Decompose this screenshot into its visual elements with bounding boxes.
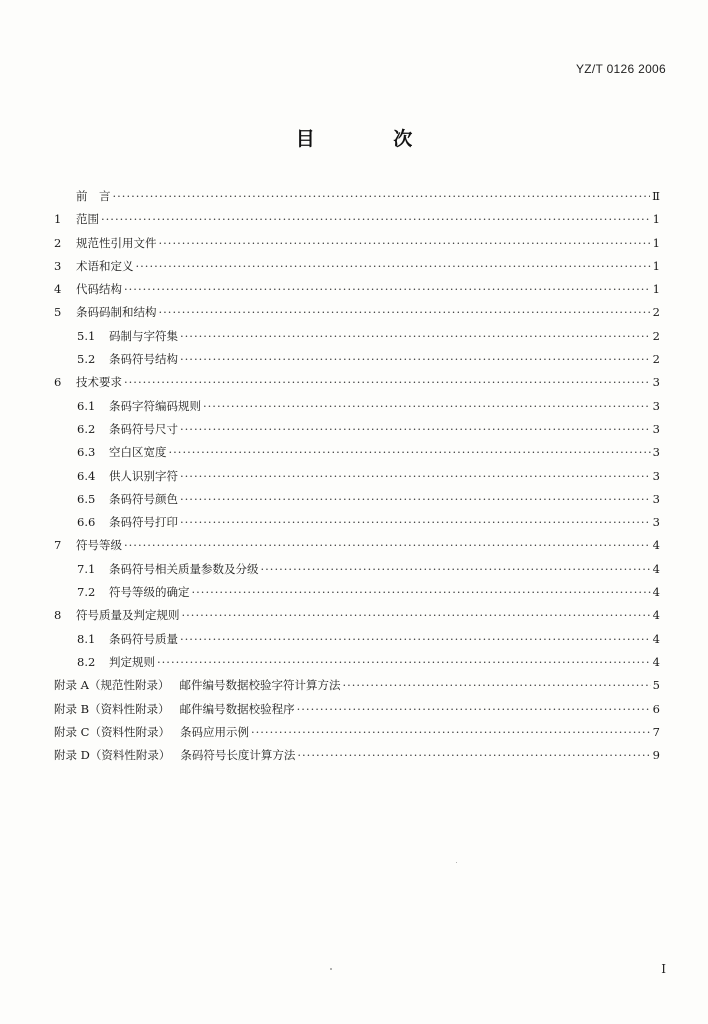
- toc-entry-label: 条码符号结构: [109, 352, 178, 367]
- toc-leader-dots: [261, 562, 651, 576]
- toc-entry[interactable]: [54, 747, 660, 770]
- toc-entry-page: 3: [652, 398, 660, 413]
- toc-entry-label: 条码符号长度计算方法: [180, 748, 296, 763]
- toc-entry-page: 4: [652, 538, 660, 553]
- toc-leader-dots: [124, 375, 651, 389]
- toc-entry[interactable]: [54, 537, 660, 560]
- toc-entry-page: 2: [652, 305, 660, 320]
- toc-entry-label: 条码符号尺寸: [109, 421, 178, 436]
- toc-leader-dots: [180, 469, 651, 483]
- scan-speck: [456, 862, 457, 863]
- toc-leader-dots: [124, 538, 651, 552]
- toc-entry-page: 2: [652, 352, 660, 367]
- toc-entry-label: 码制与字符集: [109, 328, 178, 343]
- toc-entry-number: 5: [54, 305, 62, 320]
- toc-entry-number: 8.2: [77, 654, 96, 669]
- toc-entry[interactable]: [54, 677, 660, 700]
- toc-entry[interactable]: [54, 258, 660, 281]
- toc-entry-number: 5.1: [77, 328, 96, 343]
- toc-entry[interactable]: [54, 561, 660, 584]
- toc-entry-page: 1: [652, 235, 660, 250]
- toc-entry-page: 3: [652, 375, 660, 390]
- toc-entry-label: 空白区宽度: [109, 445, 167, 460]
- toc-leader-dots: [159, 236, 651, 250]
- toc-entry-number: 5.2: [77, 352, 96, 367]
- table-of-contents: [54, 188, 660, 770]
- toc-entry-label: 前 言: [76, 189, 111, 203]
- toc-entry-number: 6: [54, 375, 62, 390]
- toc-entry-label: 判定规则: [109, 654, 155, 669]
- toc-entry-label: 条码字符编码规则: [109, 398, 201, 413]
- toc-entry-number: 附录 C（资料性附录）: [54, 724, 170, 739]
- toc-leader-dots: [180, 329, 651, 343]
- toc-entry-page: 2: [652, 328, 660, 343]
- toc-leader-dots: [180, 515, 651, 529]
- toc-leader-dots: [180, 632, 651, 646]
- toc-entry[interactable]: [54, 374, 660, 397]
- toc-entry-number: 2: [54, 235, 62, 250]
- toc-leader-dots: [203, 399, 651, 413]
- toc-leader-dots: [182, 608, 651, 622]
- toc-entry-page: 1: [652, 258, 660, 273]
- toc-entry-number: 附录 A（规范性附录）: [54, 678, 170, 693]
- toc-entry-page: 4: [652, 561, 660, 576]
- toc-entry-page: 3: [652, 491, 660, 506]
- toc-entry-number: 6.3: [77, 445, 96, 460]
- toc-entry-number: 6.6: [77, 515, 96, 530]
- toc-leader-dots: [342, 678, 650, 692]
- toc-entry-number: 8: [54, 608, 62, 623]
- toc-entry-page: 4: [652, 608, 660, 623]
- toc-entry-page: 3: [652, 515, 660, 530]
- toc-leader-dots: [297, 748, 650, 762]
- toc-entry[interactable]: [54, 421, 660, 444]
- toc-leader-dots: [157, 655, 651, 669]
- toc-entry[interactable]: [54, 491, 660, 514]
- toc-entry[interactable]: [54, 584, 660, 607]
- toc-entry-number: 7.2: [77, 585, 96, 600]
- toc-entry-number: 6.5: [77, 491, 96, 506]
- toc-entry-page: 9: [652, 748, 660, 763]
- toc-entry-number: 3: [54, 258, 62, 273]
- toc-entry-number: 7: [54, 538, 62, 553]
- toc-entry-label: 邮件编号数据校验程序: [179, 701, 295, 716]
- page-number: I: [661, 962, 666, 976]
- toc-entry-number: 6.4: [77, 468, 96, 483]
- toc-entry[interactable]: [54, 468, 660, 491]
- toc-entry-label: 供人识别字符: [109, 468, 178, 483]
- toc-entry-page: 7: [652, 724, 660, 739]
- toc-entry-label: 符号等级的确定: [109, 585, 190, 600]
- toc-entry-label: 术语和定义: [76, 258, 134, 273]
- toc-leader-dots: [192, 585, 651, 599]
- toc-entry-page: 5: [652, 678, 660, 693]
- toc-entry-page: 4: [652, 585, 660, 600]
- toc-entry-label: 邮件编号数据校验字符计算方法: [179, 678, 341, 693]
- toc-entry-label: 条码符号相关质量参数及分级: [109, 561, 259, 576]
- toc-leader-dots: [169, 445, 651, 459]
- toc-entry[interactable]: [54, 328, 660, 351]
- toc-entry[interactable]: [54, 188, 660, 211]
- toc-entry[interactable]: [54, 607, 660, 630]
- toc-leader-dots: [180, 422, 651, 436]
- toc-leader-dots: [113, 189, 651, 203]
- toc-entry-page: 4: [652, 654, 660, 669]
- toc-entry-page: 1: [652, 212, 660, 227]
- toc-entry-label: 条码符号打印: [109, 515, 178, 530]
- toc-entry-label: 符号质量及判定规则: [76, 608, 180, 623]
- toc-entry[interactable]: [54, 211, 660, 234]
- toc-entry-number: 附录 B（资料性附录）: [54, 701, 170, 716]
- toc-leader-dots: [124, 282, 651, 296]
- toc-leader-dots: [297, 702, 651, 716]
- toc-entry-number: 6.1: [77, 398, 96, 413]
- toc-entry[interactable]: [54, 654, 660, 677]
- toc-entry-number: 7.1: [77, 561, 96, 576]
- toc-entry-page: 6: [652, 701, 660, 716]
- toc-entry[interactable]: [54, 631, 660, 654]
- toc-leader-dots: [251, 725, 651, 739]
- toc-entry[interactable]: [54, 724, 660, 747]
- toc-leader-dots: [180, 492, 651, 506]
- toc-entry-label: 条码符号质量: [109, 631, 178, 646]
- toc-entry-label: 条码码制和结构: [76, 305, 157, 320]
- standard-code: YZ/T 0126 2006: [575, 62, 666, 76]
- toc-entry-number: 8.1: [77, 631, 96, 646]
- toc-entry[interactable]: [54, 235, 660, 258]
- toc-entry[interactable]: [54, 514, 660, 537]
- toc-entry-number: 1: [54, 212, 62, 227]
- scan-speck: [330, 968, 332, 970]
- toc-entry[interactable]: [54, 444, 660, 467]
- toc-entry-label: 范围: [76, 212, 99, 227]
- toc-entry-number: 附录 D（资料性附录）: [54, 748, 171, 763]
- toc-entry-label: 条码符号颜色: [109, 491, 178, 506]
- toc-entry[interactable]: [54, 701, 660, 724]
- toc-entry-page: 3: [652, 421, 660, 436]
- toc-entry-label: 条码应用示例: [179, 724, 249, 739]
- toc-entry-label: 规范性引用文件: [76, 235, 157, 250]
- toc-leader-dots: [180, 352, 651, 366]
- toc-entry-label: 技术要求: [76, 375, 122, 390]
- toc-entry[interactable]: [54, 304, 660, 327]
- toc-leader-dots: [159, 305, 651, 319]
- toc-entry-label: 符号等级: [76, 538, 122, 553]
- toc-entry-page: 3: [652, 445, 660, 460]
- toc-entry-label: 代码结构: [76, 282, 122, 297]
- page-title: 目 次: [295, 128, 449, 150]
- toc-leader-dots: [136, 259, 651, 273]
- toc-leader-dots: [101, 212, 651, 226]
- toc-entry-page: 1: [652, 282, 660, 297]
- toc-entry[interactable]: [54, 351, 660, 374]
- toc-entry[interactable]: [54, 281, 660, 304]
- toc-entry-number: 4: [54, 282, 62, 297]
- toc-entry-page: Ⅱ: [652, 189, 660, 203]
- toc-entry-page: 3: [652, 468, 660, 483]
- toc-entry[interactable]: [54, 398, 660, 421]
- toc-entry-page: 4: [652, 631, 660, 646]
- toc-entry-number: 6.2: [77, 421, 96, 436]
